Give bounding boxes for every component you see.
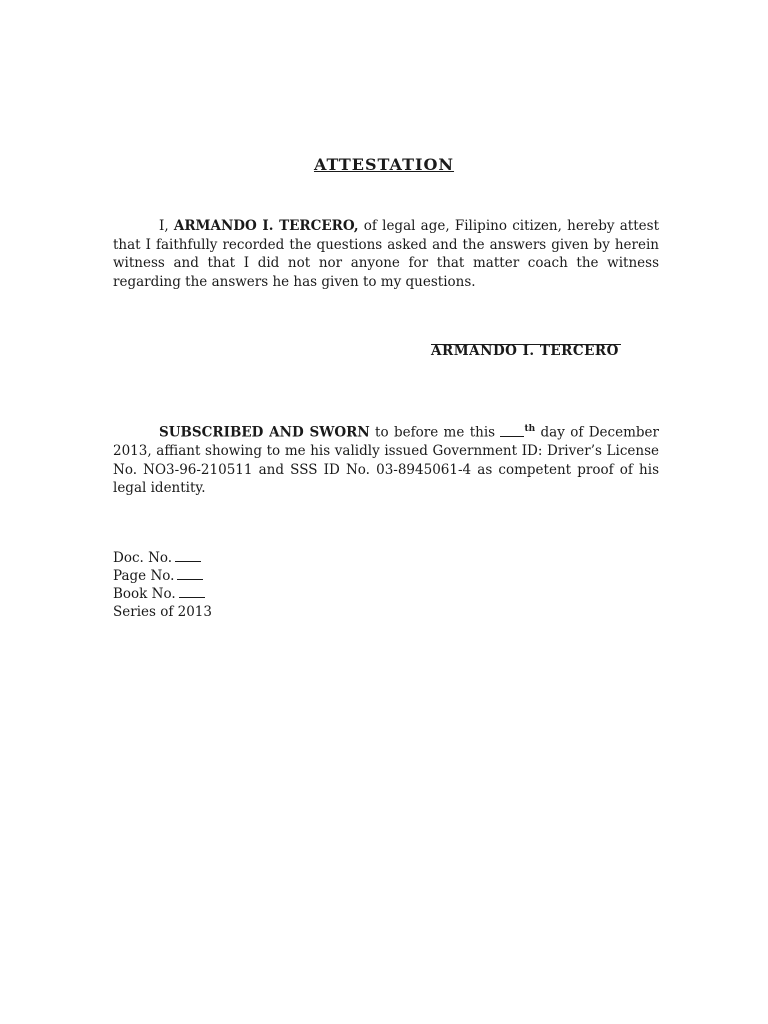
notarial-record (113, 549, 212, 621)
attestation-prefix: I, (159, 218, 174, 234)
page-no-blank (177, 567, 203, 580)
jurat-lead: SUBSCRIBED AND SWORN (159, 424, 370, 441)
attestant-name: ARMANDO I. TERCERO, (173, 218, 359, 234)
signatory-name: ARMANDO I. TERCERO (431, 343, 619, 359)
attestation-body: of legal age, Filipino citizen, hereby attest that I faithfully recorded the questions asked and the answers given by herein witness and that I did not nor anyone for that matter coach the witness regarding the answers he has given to my questions. (113, 218, 659, 290)
book-no-label: Book No. (113, 586, 176, 603)
jurat-before-blank: to before me this (369, 424, 501, 441)
day-ordinal-suffix: th (524, 424, 536, 434)
doc-no-label: Doc. No. (113, 550, 173, 567)
series-line: Series of 2013 (113, 604, 212, 621)
document-title: ATTESTATION (313, 155, 455, 174)
jurat-body: day of December 2013, affiant showing to me his validly issued Government ID: Driver’s License No. NO3-96-210511 and SSS ID No. 03-8945061-4 as competent proof of his legal identity. (113, 424, 659, 496)
attestation-paragraph (113, 217, 659, 291)
day-blank (500, 422, 524, 437)
book-no-line (113, 585, 212, 603)
doc-no-blank (175, 549, 201, 562)
jurat-paragraph (113, 420, 659, 498)
page-no-line (113, 567, 212, 585)
doc-no-line (113, 549, 212, 567)
book-no-blank (179, 585, 205, 598)
page-no-label: Page No. (113, 568, 175, 585)
